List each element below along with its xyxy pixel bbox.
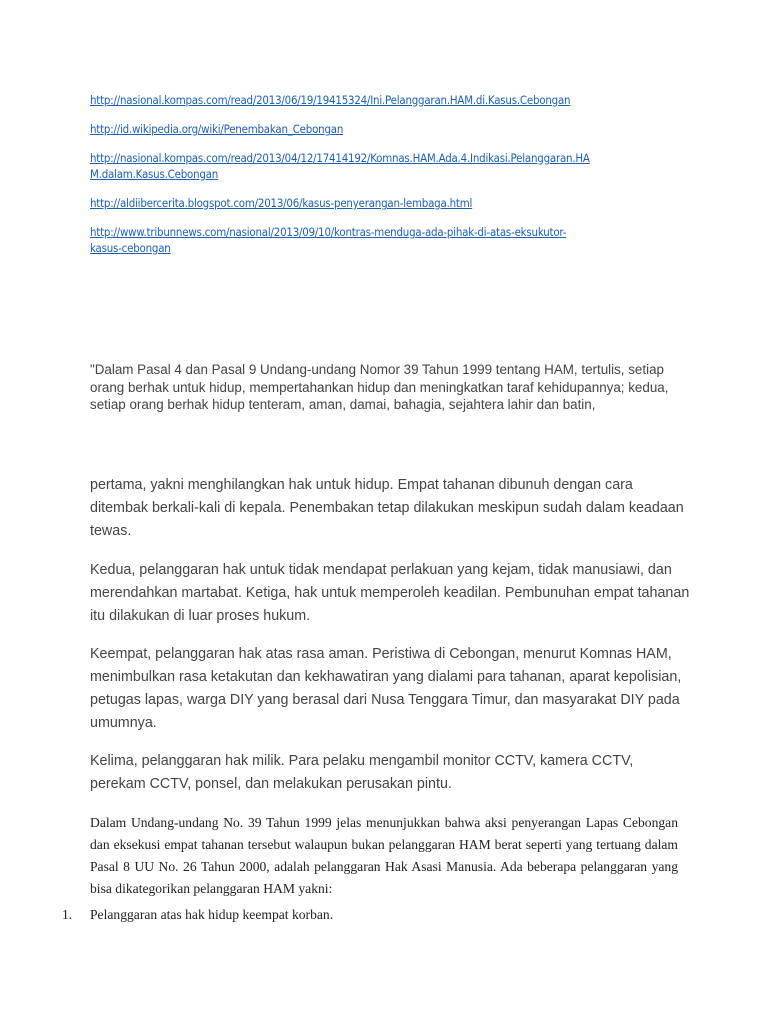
reference-link[interactable] (90, 92, 670, 108)
reference-link[interactable] (90, 150, 670, 182)
list-item (62, 904, 333, 926)
list-number: 1. (62, 907, 73, 922)
list-text: Pelanggaran atas hak hidup keempat korban. (90, 907, 334, 922)
reference-link[interactable] (90, 224, 670, 256)
reference-links (90, 92, 670, 269)
link-text: http://nasional.kompas.com/read/2013/06/19/19415324/Ini.Pelanggaran.HAM.di.Kasus.Cebongan (90, 93, 571, 107)
link-text: http://aldiibercerita.blogspot.com/2013/06/kasus-penyerangan-lembaga.html (90, 196, 473, 210)
link-text: http://www.tribunnews.com/nasional/2013/09/10/kontras-menduga-ada-pihak-di-atas-eksukutor- (90, 225, 567, 239)
link-text: http://nasional.kompas.com/read/2013/04/12/17414192/Komnas.HAM.Ada.4.Indikasi.Pelanggaran.HA (90, 151, 590, 165)
link-text: M.dalam.Kasus.Cebongan (90, 167, 219, 181)
reference-link[interactable] (90, 121, 670, 137)
body-paragraph: Kedua, pelanggaran hak untuk tidak mendapat perlakuan yang kejam, tidak manusiawi, dan merendahkan martabat. Ketiga, hak untuk memperoleh keadilan. Pembunuhan empat tahanan itu dilakukan di luar proses hukum. (90, 562, 690, 624)
reference-link[interactable] (90, 195, 670, 211)
link-text: http://id.wikipedia.org/wiki/Penembakan_Cebongan (90, 122, 344, 136)
link-text: kasus-cebongan (90, 241, 171, 255)
body-paragraph: Keempat, pelanggaran hak atas rasa aman. Peristiwa di Cebongan, menurut Komnas HAM, menimbulkan rasa ketakutan dan kekhawatiran yang dialami para tahanan, aparat kepolisian, petugas lapas, warga DIY yang berasal dari Nusa Tenggara Timur, dan masyarakat DIY pada umumnya. (90, 646, 682, 731)
quote-paragraph: "Dalam Pasal 4 dan Pasal 9 Undang-undang Nomor 39 Tahun 1999 tentang HAM, tertulis, setiap orang berhak untuk hidup, mempertahankan hidup dan meningkatkan taraf kehidupannya; kedua, setiap orang berhak hidup tenteram, aman, damai, bahagia, sejahtera lahir dan batin, (90, 362, 669, 413)
law-paragraph: Dalam Undang-undang No. 39 Tahun 1999 jelas menunjukkan bahwa aksi penyerangan Lapas Cebongan dan eksekusi empat tahanan tersebut walaupun bukan pelanggaran HAM berat seperti yang tertuang dalam Pasal 8 UU No. 26 Tahun 2000, adalah pelanggaran Hak Asasi Manusia. Ada beberapa pelanggaran yang bisa dikategorikan pelanggaran HAM yakni: (90, 815, 678, 896)
body-paragraph: pertama, yakni menghilangkan hak untuk hidup. Empat tahanan dibunuh dengan cara ditembak berkali-kali di kepala. Penembakan tetap dilakukan meskipun sudah dalam keadaan tewas. (90, 477, 684, 539)
body-paragraph: Kelima, pelanggaran hak milik. Para pelaku mengambil monitor CCTV, kamera CCTV, perekam CCTV, ponsel, dan melakukan perusakan pintu. (90, 753, 634, 792)
